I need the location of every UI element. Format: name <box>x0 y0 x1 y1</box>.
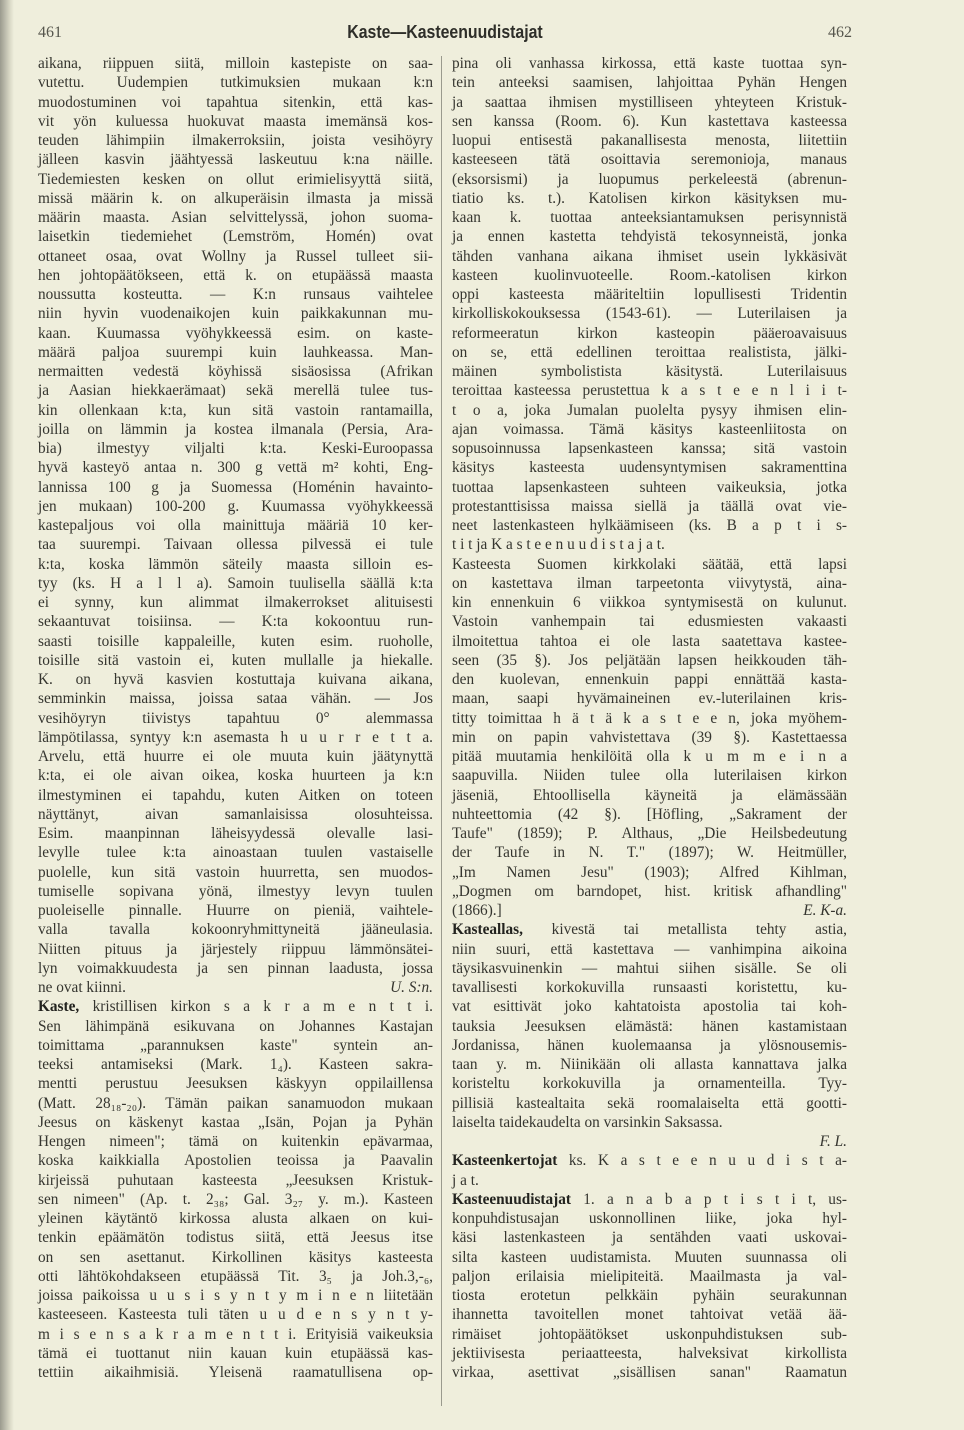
text-line <box>452 170 847 189</box>
text-line <box>38 150 433 169</box>
text-line <box>452 959 847 978</box>
text-line <box>452 381 847 400</box>
text-line <box>38 1151 433 1170</box>
text-line <box>452 439 847 458</box>
text-line <box>38 170 433 189</box>
line-text: t o a, joka Jumalan puolelta pysyy ihmisen elin- <box>452 401 847 419</box>
text-line <box>452 1248 847 1267</box>
line-text: kirjeissä puhutaan kasteesta „Jeesuksen Kristuk- <box>38 1171 433 1189</box>
line-text: laisetkin tiedemiehet (Lemström, Homén) ovat <box>38 228 433 246</box>
line-text: mentti perustuu Jeesuksen käskyyn oppilaillensa <box>38 1075 433 1093</box>
text-line <box>38 882 433 901</box>
line-text: puoleiselle pinnalle. Huurre on pieniä, vaihtele- <box>38 902 433 919</box>
line-text: on se, että edellinen teroittaa realistista, jälki- <box>452 343 847 361</box>
line-text: tenkin epäämätön todistus siitä, että Jeesus itse <box>38 1229 433 1247</box>
line-text: paljon erilaisia mielipiteitä. Maailmasta ja val- <box>452 1267 847 1285</box>
line-text: ja ennen kastetta tehdyistä tekosynneistä, jonka <box>452 228 847 246</box>
line-text: neet lastenkasteen hylkäämiseen (ks. B a p t i s- <box>452 517 847 534</box>
text-line <box>452 651 847 670</box>
text-line <box>452 670 847 689</box>
line-text: ilmestyminen ei tapahdu, kuten Aitken on toteen <box>38 786 433 804</box>
line-text: vat esittivät joko kahtatoista apostolia tai koh- <box>452 998 847 1016</box>
line-text: nuhteettomia (42 §). [Höfling, „Sakrament der <box>452 805 847 823</box>
text-line <box>452 1363 847 1382</box>
line-text: lannissa 100 g ja Suomessa (Homénin havainto- <box>38 478 433 496</box>
line-text: laiselta taidekaudelta on varsinkin Saksassa. <box>452 1113 723 1131</box>
text-line <box>38 766 433 785</box>
text-line <box>38 940 433 959</box>
text-line <box>452 343 847 362</box>
text-line <box>452 997 847 1016</box>
line-text: tavallisesti korkokuvilla runsaasti koristettu, ku- <box>452 979 847 996</box>
line-text: jälleen kasvin jäähtyessä laskeutuu k:na näille. <box>38 151 433 169</box>
text-line <box>38 1344 433 1363</box>
text-line <box>452 420 847 439</box>
text-line <box>38 497 433 516</box>
line-text: K. on hyvä kasvien kostuttaja kuivana aikana, <box>38 671 433 688</box>
author-signature: F. L. <box>819 1133 847 1150</box>
text-line <box>38 805 433 824</box>
line-text: luopui entisestä pakanallisesta menosta, liitettiin <box>452 132 847 149</box>
text-line <box>452 1055 847 1074</box>
text-line <box>452 1151 847 1170</box>
line-text: ajan voimassa. Tämä käsitys kasteenliitosta on <box>452 420 847 438</box>
line-text: kin ennenkuin 6 viikkoa syntymisestä on kulunut. <box>452 594 847 611</box>
text-line <box>38 1325 433 1344</box>
text-line <box>38 651 433 670</box>
text-line <box>452 805 847 824</box>
line-text: teroittaa kasteessa perustettua k a s t e e n l i i t- <box>452 382 847 400</box>
text-line <box>452 497 847 516</box>
entry-headword: Kasteallas, <box>452 921 523 939</box>
text-line <box>452 1344 847 1363</box>
line-text: mäinen symbolistista käsitystä. Luterilaisuus <box>452 363 847 380</box>
line-text: näyttänyt, aivan samanlaisissa olosuhteissa. <box>38 805 433 823</box>
text-line <box>452 709 847 728</box>
line-text: t i t ja K a s t e e n u u d i s t a j a t. <box>452 536 665 554</box>
line-text: kaan. Kuumassa vyöhykkeessä esim. on kaste- <box>38 324 433 342</box>
text-line <box>452 266 847 285</box>
text-line <box>452 863 847 882</box>
line-text: virkaa, asettivat „sisällisen sanan" Raamatun <box>452 1364 847 1381</box>
text-line <box>38 458 433 477</box>
line-text: k:ta, ei ole aivan oikea, koska huurteen ja k:n <box>38 767 433 785</box>
text-line <box>38 670 433 689</box>
text-line <box>452 150 847 169</box>
line-text: lämpötilassa, syntyy k:n asemasta h u u r r e t t a. <box>38 728 433 746</box>
line-text: seen (35 §). Jos peljätään lapsen heikkouden täh- <box>452 651 847 669</box>
text-line <box>452 1074 847 1093</box>
line-text: kivestä tai metallista tehty astia, <box>522 921 847 939</box>
line-text: Hengen nimeen"; tämä on kuitenkin epävarmaa, <box>38 1133 433 1150</box>
text-line <box>452 555 847 574</box>
line-text: koristeltu korkokuvilla ja ornamenteilla. Tyy- <box>452 1075 847 1093</box>
text-line <box>452 401 847 420</box>
line-text: Tiedemiesten kesken on ollut erimielisyyttä siitä, <box>38 170 433 188</box>
line-text: hen johtopäätökseen, että k. on etupäässä maasta <box>38 266 433 284</box>
text-line <box>38 1055 433 1074</box>
text-line <box>452 901 847 920</box>
text-line <box>452 1036 847 1055</box>
text-line <box>452 535 847 554</box>
text-line <box>452 1132 847 1151</box>
text-line <box>38 401 433 420</box>
line-text: Vastoin vanhempain tai edusmiesten vakaasti <box>452 613 847 631</box>
line-text: ja saattaa ihmisen mystilliseen yhteyteen Kristuk- <box>452 93 847 111</box>
line-text: tämä ei tuottanut niin kauan kuin etupäässä kas- <box>38 1344 433 1362</box>
line-text: kaan k. tuottaa anteeksiantamuksen perisynnistä <box>452 209 847 226</box>
line-text: otti lähtökohdakseen etupäässä Tit. 3₅ ja Joh.3,-₆, <box>38 1267 433 1285</box>
text-line <box>38 1363 433 1382</box>
text-line <box>38 247 433 266</box>
line-text: ilmoitettua tahtoa ei ole lasta saatettava kastee- <box>452 632 847 650</box>
line-text: niin suuri, että kastettava — vanhimpina aikoina <box>452 940 847 958</box>
text-line <box>38 1228 433 1247</box>
line-text: niin hyvin vuodenaikojen kuin paikkakunnan mu- <box>38 305 433 323</box>
text-line <box>452 747 847 766</box>
line-text: nermaitten vedestä köyhissä sisäosissa (Afrikan <box>38 363 433 380</box>
text-line <box>452 1286 847 1305</box>
text-line <box>452 593 847 612</box>
line-text: vesihöyryn tiivistys tapahtuu 0° alemmassa <box>38 709 433 727</box>
line-text: täysikasvuinenkin — mahtui siihen sisälle. Se oli <box>452 959 847 977</box>
line-text: taan y. m. Niinikään oli allasta kannattava jalka <box>452 1056 847 1073</box>
text-line <box>452 824 847 843</box>
text-line <box>38 612 433 631</box>
text-line <box>38 1286 433 1305</box>
line-text: kastepaljous voi olla mainittuja määriä 10 ker- <box>38 517 433 534</box>
entry-headword: Kaste, <box>38 998 80 1016</box>
page-number-left: 461 <box>38 24 62 41</box>
line-text: (eksorsismi) ja luopumus perkeleestä (abrenun- <box>452 170 847 188</box>
line-text: hyvä kasteyö antaa n. 300 g vettä m² kohti, Eng- <box>38 459 433 477</box>
text-line <box>452 1325 847 1344</box>
text-line <box>38 439 433 458</box>
text-line <box>38 959 433 978</box>
text-line <box>38 1305 433 1324</box>
line-text: määrä paljoa suurempi kuin lauhkeassa. Man- <box>38 343 433 361</box>
line-text: tettiin aikaihmisiä. Yleisenä raamatullisena op- <box>38 1364 433 1381</box>
line-text: Esim. maanpinnan läheisyydessä olevalle lasi- <box>38 825 433 842</box>
text-line <box>38 1113 433 1132</box>
text-line <box>452 54 847 73</box>
text-line <box>38 1017 433 1036</box>
text-line <box>38 266 433 285</box>
line-text: määrin maasta. Asian selvittelyssä, johon suoma- <box>38 209 433 226</box>
text-line <box>452 612 847 631</box>
line-text: Jordanissa, hänen kuolemaansa ja ylösnousemis- <box>452 1036 847 1054</box>
text-line <box>38 324 433 343</box>
text-line <box>38 343 433 362</box>
text-line <box>452 1094 847 1113</box>
line-text: tähden vanhana aikana ihmiset usein lykkäsivät <box>452 247 847 265</box>
line-text: pitää muutamia henkilöitä olla k u m m e i n a <box>452 748 847 765</box>
entry-headword: Kasteenuudistajat <box>452 1190 571 1208</box>
line-text: vit yön kuluessa huokuvat maasta imemänsä kos- <box>38 112 433 130</box>
entry-headword: Kasteenkertojat <box>452 1152 558 1170</box>
text-line <box>38 93 433 112</box>
line-text: toimittama „parannuksen kaste" syntein an- <box>38 1036 433 1054</box>
line-text: bia) ilmestyy viljalti k:ta. Keski-Euroopassa <box>38 440 433 457</box>
text-line <box>38 112 433 131</box>
text-line <box>38 901 433 920</box>
line-text: tyy (ks. H a l l a). Samoin tuulisella säällä k:ta <box>38 574 433 592</box>
text-line <box>38 632 433 651</box>
line-text: tumiselle sopivana yönä, ilmestyy levyn tuulen <box>38 882 433 900</box>
text-line <box>452 1171 847 1190</box>
text-line <box>452 131 847 150</box>
line-text: kasteeseen. Kasteesta tuli täten u u d e n s y n t y- <box>38 1306 433 1324</box>
text-line <box>452 1267 847 1286</box>
text-line <box>38 535 433 554</box>
text-line <box>38 863 433 882</box>
text-line <box>452 689 847 708</box>
text-line <box>38 208 433 227</box>
line-text: tiatio ks. t.). Katolisen kirkon käsityksen mu- <box>452 189 847 207</box>
line-text: kristillisen kirkon s a k r a m e n t t i. <box>79 998 433 1016</box>
line-text: taa suurempi. Taivaan ollessa pilvessä ei tule <box>38 536 433 554</box>
text-line <box>38 362 433 381</box>
text-line <box>452 920 847 939</box>
line-text: Arvelu, että huurre ei ole muuta kuin jäätynyttä <box>38 748 433 765</box>
line-text: min on papin vahvistettava (39 §). Kastettaessa <box>452 728 847 746</box>
line-text: konpuhdistusajan uskonnollinen liike, joka hyl- <box>452 1210 847 1227</box>
line-text: ottaneet osaa, ovat Wollny ja Russel tulleet sii- <box>38 247 433 265</box>
running-header <box>38 22 852 46</box>
text-line <box>452 516 847 535</box>
text-line <box>38 1209 433 1228</box>
text-line <box>38 285 433 304</box>
line-text: „Im Namen Jesu" (1903); Alfred Kihlman, <box>452 863 847 881</box>
line-text: muodostuminen voi tapahtua sitenkin, että kas- <box>38 93 433 111</box>
text-line <box>38 304 433 323</box>
text-line <box>38 574 433 593</box>
line-text: maan, saapi hyvämaineinen ev.-luterilainen kris- <box>452 690 847 708</box>
line-text: vutettu. Uudempien tutkimuksien mukaan k:n <box>38 74 433 92</box>
line-text: der Taufe in N. T." (1897); W. Heitmüller, <box>452 844 847 862</box>
text-line <box>38 843 433 862</box>
line-text: kirkolliskokouksessa (1543-61). — Luterilaisen ja <box>452 305 847 323</box>
text-line <box>452 978 847 997</box>
text-line <box>452 1190 847 1209</box>
line-text: sopusoinnussa lapsenkasteen kanssa; sitä vastoin <box>452 440 847 457</box>
text-line <box>452 940 847 959</box>
line-text: Kasteesta Suomen kirkkolaki säätää, että lapsi <box>452 555 847 573</box>
line-text: puolelle, kun sitä vastoin huurretta, sen muodos- <box>38 863 433 881</box>
line-text: käsi lastenkasteen ja sentähden vaati uskovai- <box>452 1229 847 1247</box>
line-text: (Matt. 28₁₈-₂₀). Tämän paikan sanamuodon mukaan <box>38 1094 433 1112</box>
text-line <box>38 689 433 708</box>
text-line <box>38 420 433 439</box>
page-title: Kaste—Kasteenuudistajat <box>347 22 543 42</box>
line-text: semminkin maissa, joissa sataa vähän. — Jos <box>38 690 433 708</box>
text-line <box>38 189 433 208</box>
line-text: koska kaikkialla Apostolien teoissa ja Paavalin <box>38 1152 433 1170</box>
line-text: yleinen käytäntö kirkossa alusta alkaen on kui- <box>38 1210 433 1227</box>
line-text: Taufe" (1859); P. Althaus, „Die Heilsbedeutung <box>452 825 847 842</box>
text-line <box>38 1190 433 1209</box>
line-text: titty toimittaa h ä t ä k a s t e e n, joka myöhem- <box>452 709 847 727</box>
text-line <box>38 1036 433 1055</box>
line-text: jen mukaan) 100-200 g. Kuumassa vyöhykkeessä <box>38 497 433 515</box>
line-text: rimäiset johtopäätökset uskonpuhdistuksen sub- <box>452 1325 847 1343</box>
line-text: joissa paikoissa u u s i s y n t y m i n e n liitetään <box>38 1287 433 1304</box>
text-line <box>38 1248 433 1267</box>
text-line <box>38 381 433 400</box>
left-column <box>38 54 433 1382</box>
line-text: ja Aasian hiekkaerämaat) sekä merellä tulee tus- <box>38 382 433 400</box>
text-line <box>452 843 847 862</box>
line-text: teeksi antamiseksi (Mark. 1₄). Kasteen sakra- <box>38 1056 433 1073</box>
text-line <box>452 1017 847 1036</box>
line-text: tauksia Jeesuksen elämästä: hänen kastamistaan <box>452 1017 847 1035</box>
text-line <box>452 324 847 343</box>
text-line <box>452 247 847 266</box>
text-line <box>452 882 847 901</box>
line-text: joilla on lämmin ja kostea ilmanala (Persia, Ara- <box>38 420 433 438</box>
line-text: Sen lähimpänä esikuvana on Johannes Kastajan <box>38 1017 433 1035</box>
book-binding-edge <box>0 0 14 1430</box>
text-line <box>452 786 847 805</box>
text-line <box>452 766 847 785</box>
line-text: pina oli vanhassa kirkossa, että kaste tuottaa syn- <box>452 55 847 72</box>
line-text: sekaantuvat toisiinsa. — K:ta kokoontuu run- <box>38 613 433 631</box>
line-text: tiosta erotetun pelkkäin pyhäin seurakunnan <box>452 1287 847 1304</box>
text-line <box>38 555 433 574</box>
text-line <box>38 54 433 73</box>
text-line <box>38 1074 433 1093</box>
author-signature: U. S:n. <box>390 979 433 996</box>
line-text: saapuvilla. Niiden tulee olla luterilaisen kirkon <box>452 767 847 785</box>
text-line <box>38 709 433 728</box>
line-text: noussutta kosteutta. — K:n runsaus vaihtelee <box>38 286 433 303</box>
line-text: pillisiä kastealtaita sekä roomalaiselta että gootti- <box>452 1094 847 1112</box>
text-line <box>38 478 433 497</box>
text-line <box>452 285 847 304</box>
line-text: k:ta, koska lämmön säteily maasta silloin es- <box>38 555 433 573</box>
line-text: m i s e n s a k r a m e n t t i. Erityisiä vaikeuksia <box>38 1325 433 1343</box>
text-line <box>38 978 433 997</box>
text-line <box>38 131 433 150</box>
text-line <box>38 593 433 612</box>
line-text: ihannetta tavoitellen monet tahtoivat vetää ää- <box>452 1306 847 1324</box>
line-text: kasteen kuolinvuoteelle. Room.-katolisen kirkon <box>452 266 847 284</box>
text-line <box>452 1305 847 1324</box>
line-text: sen kanssa (Room. 6). Kun kastettava kasteessa <box>452 112 847 130</box>
text-line <box>38 1171 433 1190</box>
right-column <box>452 54 847 1382</box>
line-text: toisille sitä vastoin ei, kuten mullalle ja hiekalle. <box>38 651 433 669</box>
line-text: levylle tulee k:ta ainoastaan tuulen vastaiselle <box>38 844 433 862</box>
line-text: reformeeratun kirkon kasteopin pääeroavaisuus <box>452 324 847 342</box>
text-line <box>452 93 847 112</box>
author-signature: E. K-a. <box>803 902 847 919</box>
text-line <box>452 1113 847 1132</box>
line-text: ks. K a s t e e n u u d i s t a- <box>557 1152 847 1170</box>
text-line <box>452 1228 847 1247</box>
line-text: Jeesus on käskenyt kastaa „Isän, Pojan ja Pyhän <box>38 1113 433 1131</box>
text-line <box>452 728 847 747</box>
line-text: jektiivisesta periaatteesta, halveksivat kirkollista <box>452 1344 847 1362</box>
line-text: ei synny, kun alimmat ilmakerrokset alituisesti <box>38 594 433 611</box>
text-line <box>38 728 433 747</box>
line-text: sen nimeen" (Ap. t. 2₃₈; Gal. 3₂₇ y. m.). Kasteen <box>38 1190 433 1208</box>
line-text: teuden lähimpiin ilmakerroksiin, joista vesihöyry <box>38 132 433 149</box>
line-text: missä määrin k. on alkuperäisin ilmasta ja missä <box>38 189 433 207</box>
line-text: on kastettava ilman tarpeetonta viivytystä, aina- <box>452 574 847 592</box>
line-text: kasteeseen tätä osoittavia seremonioja, manaus <box>452 151 847 169</box>
line-text: oppi kasteesta määriteltiin lopullisesti Tridentin <box>452 286 847 303</box>
text-line <box>452 574 847 593</box>
line-text: (1866).] <box>452 902 502 919</box>
text-line <box>452 73 847 92</box>
line-text: saasti toisille kappaleille, kuten esim. ruoholle, <box>38 632 433 650</box>
text-line <box>452 478 847 497</box>
text-line <box>38 516 433 535</box>
line-text: den kuolevan, ennenkuin pappi ennättää kasta- <box>452 671 847 688</box>
line-text: käsitys kasteesta uudensyntymisen sakramenttina <box>452 459 847 477</box>
line-text: tein anteeksi saamisen, lahjoittaa Pyhän Hengen <box>452 74 847 92</box>
line-text: Niitten pituus ja järjestely riippuu lämmönsätei- <box>38 940 433 958</box>
text-line <box>452 208 847 227</box>
text-line <box>38 1132 433 1151</box>
text-line <box>38 227 433 246</box>
column-divider <box>441 56 442 1406</box>
text-line <box>452 189 847 208</box>
line-text: ne ovat kiinni. <box>38 979 126 996</box>
text-line <box>38 786 433 805</box>
line-text: lyn voimakkuudesta ja sen pinnan laadusta, jossa <box>38 959 433 977</box>
text-line <box>38 1267 433 1286</box>
text-line <box>452 227 847 246</box>
line-text: jäseniä, Ehtoollisella käyneitä ja elämässään <box>452 786 847 804</box>
text-line <box>38 997 433 1016</box>
text-line <box>38 73 433 92</box>
line-text: aikana, riippuen siitä, milloin kastepiste on saa- <box>38 55 433 72</box>
line-text: protestanttisissa maissa siellä ja täällä ovat vie- <box>452 497 847 515</box>
page-number-right: 462 <box>828 24 852 41</box>
line-text: j a t. <box>452 1171 479 1189</box>
text-line <box>38 920 433 939</box>
line-text: on sen asettanut. Kirkollinen käsitys kasteesta <box>38 1248 433 1266</box>
text-line <box>38 824 433 843</box>
text-line <box>452 632 847 651</box>
text-line <box>452 362 847 381</box>
text-line <box>452 112 847 131</box>
line-text: „Dogmen om barndopet, hist. kritisk afhandling" <box>452 882 847 900</box>
line-text: 1. a n a b a p t i s t i t, us- <box>570 1190 847 1208</box>
line-text: kin ollenkaan k:ta, kun sitä vastoin rantamailla, <box>38 401 433 419</box>
line-text: valla tavalla kokoonryhmittyneitä jääneulasia. <box>38 921 433 939</box>
text-line <box>452 304 847 323</box>
line-text: tuottaa lapsenkasteen suhteen vaikeuksia, jotka <box>452 478 847 496</box>
text-line <box>452 1209 847 1228</box>
text-line <box>38 1094 433 1113</box>
line-text: silta kasteen uudistamista. Muuten suunnassa oli <box>452 1248 847 1266</box>
text-line <box>452 458 847 477</box>
text-line <box>38 747 433 766</box>
